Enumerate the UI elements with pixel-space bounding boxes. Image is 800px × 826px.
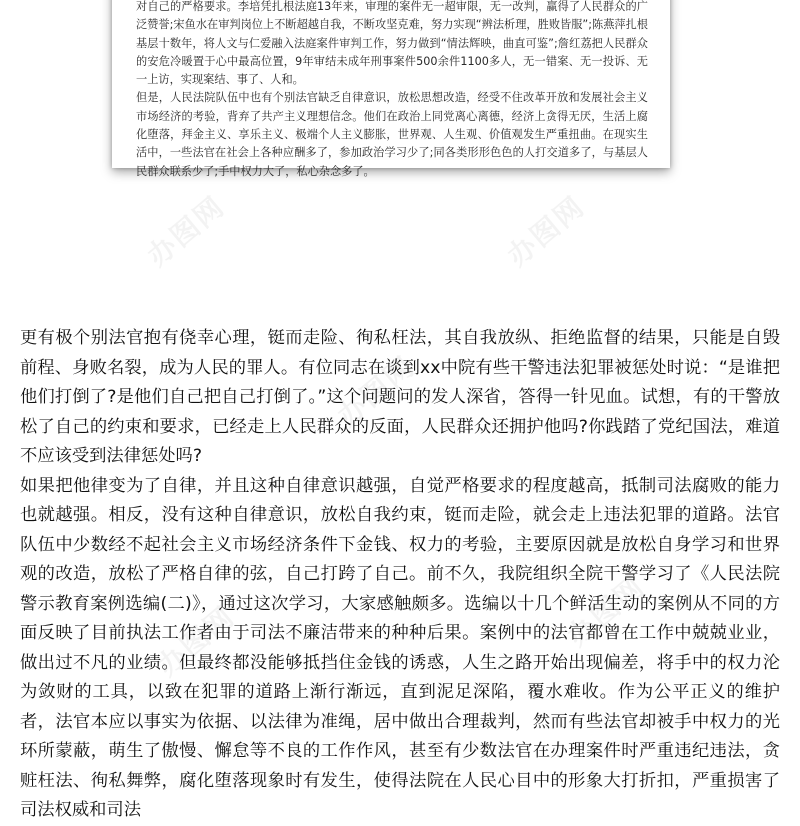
excerpt-paragraph-2: 但是，人民法院队伍中也有个别法官缺乏自律意识，放松思想改造，经受不住改革开放和发展社会主义市场经济的考验，背弃了共产主义理想信念。他们在政治上同党离心离德，经济上贪得无厌，生活上腐化堕落，拜金主义、享乐主义、极端个人主义膨胀，世界观、人生观、价值观发生严重扭曲。在现实生活中，一些法官在社会上各种应酬多了，参加政治学习少了;同各类形形色色的人打交道多了，与基层人民群众联系少了;手中权力大了，私心杂念多了。 [136, 91, 648, 178]
excerpt-paragraph-1: 对自己的严格要求。李培凭扎根法庭13年来，审理的案件无一超审限，无一改判，赢得了人民群众的广泛赞誉;宋鱼水在审判岗位上不断超越自我，不断攻坚克难，努力实现“辨法析理，胜败皆服”;陈燕萍扎根基层十数年，将人文与仁爱融入法庭案件审判工作，努力做到“情法辉映，曲直可鉴”;詹红荔把人民群众的安危冷暖置于心中最高位置，9年审结未成年刑事案件500余件1100多人，无一错案、无一投诉、无一上访，实现案结、事了、人和。 [136, 0, 648, 87]
watermark-text: 办图网 [140, 189, 232, 273]
body-paragraph-2: 如果把他律变为了自律，并且这种自律意识越强，自觉严格要求的程度越高，抵制司法腐败的能力也就越强。相反，没有这种自律意识，放松自我约束，铤而走险，就会走上违法犯罪的道路。法官队伍中少数经不起社会主义市场经济条件下金钱、权力的考验，主要原因就是放松自身学习和世界观的改造，放松了严格自律的弦，自己打跨了自己。前不久，我院组织全院干警学习了《人民法院警示教育案例选编(二)》，通过这次学习，大家感触颇多。选编以十几个鲜活生动的案例从不同的方面反映了目前执法工作者由于司法不廉洁带来的种种后果。案例中的法官都曾在工作中兢兢业业，做出过不凡的业绩。但最终都没能够抵挡住金钱的诱惑，人生之路开始出现偏差，将手中的权力沦为敛财的工具，以致在犯罪的道路上渐行渐远，直到泥足深陷，覆水难收。作为公平正义的维护者，法官本应以事实为依据、以法律为准绳，居中做出合理裁判，然而有些法官却被手中权力的光环所蒙蔽，萌生了傲慢、懈怠等不良的工作作风，甚至有少数法官在办理案件时严重违纪违法，贪赃枉法、徇私舞弊，腐化堕落现象时有发生，使得法院在人民心目中的形象大打折扣，严重损害了司法权威和司法 [20, 475, 780, 820]
excerpt-text [136, 0, 648, 181]
watermark-text: 办图网 [330, 349, 422, 433]
excerpt-card [112, 0, 670, 178]
watermark-text: 办图网 [500, 189, 592, 273]
watermark-text: 办图网 [560, 569, 652, 653]
main-body-text [20, 324, 780, 826]
watermark-text: 办图网 [150, 599, 242, 683]
body-paragraph-1: 更有极个别法官抱有侥幸心理，铤而走险、徇私枉法，其自我放纵、拒绝监督的结果，只能是自毁前程、身败名裂，成为人民的罪人。有位同志在谈到xx中院有些干警违法犯罪被惩处时说：“是谁把他们打倒了?是他们自己把自己打倒了。”这个问题问的发人深省，答得一针见血。试想，有的干警放松了自己的约束和要求，已经走上人民群众的反面，人民群众还拥护他吗?你践踏了党纪国法，难道不应该受到法律惩处吗? [20, 328, 780, 466]
